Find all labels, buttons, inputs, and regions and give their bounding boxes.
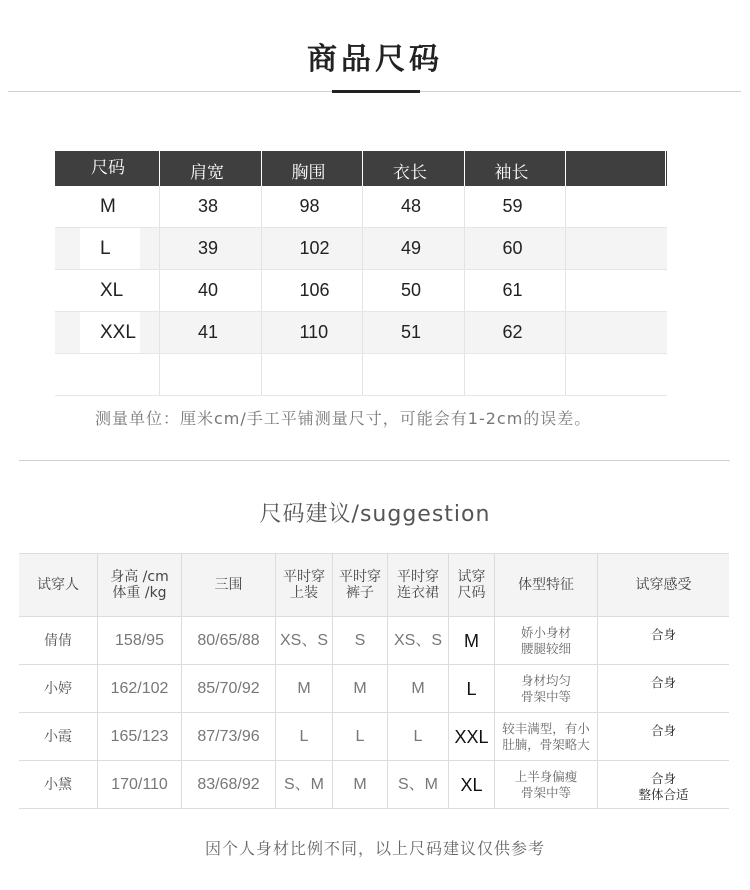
body-type-value: [495, 665, 598, 712]
size-label: [55, 354, 160, 395]
height-weight-value: 170/110: [98, 761, 182, 808]
header-text: 试穿人: [37, 577, 79, 593]
suggestion-title: 尺码建议/suggestion: [259, 502, 491, 527]
header-text: 试穿: [457, 569, 486, 585]
usual-pants-value: M: [333, 665, 388, 712]
header-text: 试穿感受: [635, 577, 692, 593]
body-type-header: [495, 554, 598, 616]
usual-dress-value: M: [388, 665, 449, 712]
fit-feeling-value: [598, 713, 729, 760]
feature-line: 较丰满型，有小: [502, 720, 590, 736]
chest-value: [262, 354, 364, 395]
header-text: 体重 /kg: [112, 585, 167, 601]
feature-line: 肚腩，骨架略大: [502, 736, 590, 752]
try-size-header: [449, 554, 495, 616]
feature-line: 娇小身材: [520, 624, 571, 640]
size-row-xl: [55, 270, 667, 312]
feature-line: 腰腿较细: [520, 640, 571, 656]
shoulder-value: [160, 354, 262, 395]
usual-pants-value: L: [333, 713, 388, 760]
sleeve-header-cell: 袖长: [465, 151, 567, 186]
usual-top-header: [276, 554, 333, 616]
suggestion-row: [19, 713, 729, 761]
usual-dress-value: S、M: [388, 761, 449, 808]
fit-feeling-value: [598, 665, 729, 712]
usual-top-value: L: [276, 713, 333, 760]
height-weight-value: 158/95: [98, 617, 182, 664]
section-divider: [19, 460, 730, 461]
fit-feeling-value: [598, 617, 729, 664]
header-text: 尺码: [457, 585, 486, 601]
feel-line: 整体合适: [638, 787, 689, 802]
shoulder-value: 38: [160, 186, 262, 227]
size-label: L: [55, 228, 160, 269]
size-suggestion-table: [19, 553, 729, 809]
sleeve-value: 60: [465, 228, 567, 269]
height-weight-value: 165/123: [98, 713, 182, 760]
sleeve-value: 61: [465, 270, 567, 311]
feature-line: 骨架中等: [520, 784, 571, 800]
empty-cell: [566, 186, 666, 227]
measurements-value: 85/70/92: [182, 665, 276, 712]
size-chart-table: [55, 151, 667, 396]
sleeve-value: [465, 354, 567, 395]
length-value: 51: [363, 312, 465, 353]
header-text: 平时穿: [283, 569, 325, 585]
tester-name: 小霞: [19, 713, 98, 760]
tester-name: 倩倩: [19, 617, 98, 664]
usual-top-value: XS、S: [276, 617, 333, 664]
size-label: M: [55, 186, 160, 227]
size-header-cell: 尺码: [55, 151, 160, 186]
measurements-value: 87/73/96: [182, 713, 276, 760]
header-text: 体型特征: [518, 577, 574, 593]
sleeve-value: 62: [465, 312, 567, 353]
suggestion-row: [19, 665, 729, 713]
usual-dress-value: XS、S: [388, 617, 449, 664]
header-text: 平时穿: [339, 569, 381, 585]
header-text: 连衣裙: [397, 585, 439, 601]
suggestion-header-row: [19, 554, 729, 617]
tester-name: 小婷: [19, 665, 98, 712]
height-weight-header: [98, 554, 182, 616]
usual-pants-value: M: [333, 761, 388, 808]
usual-top-value: M: [276, 665, 333, 712]
tester-name: 小黛: [19, 761, 98, 808]
empty-cell: [566, 312, 666, 353]
empty-cell: [566, 354, 666, 395]
header-text: 平时穿: [397, 569, 439, 585]
measurement-note: 测量单位：厘米cm/手工平铺测量尺寸，可能会有1-2cm的误差。: [95, 409, 592, 428]
sleeve-value: 59: [465, 186, 567, 227]
measurements-value: 83/68/92: [182, 761, 276, 808]
fit-feeling-value: [598, 761, 729, 808]
feel-line: 合身: [650, 675, 676, 690]
chest-value: 98: [262, 186, 364, 227]
title-accent-bar: [332, 90, 420, 93]
try-size-value: M: [449, 617, 495, 664]
size-row-m: [55, 186, 667, 228]
length-value: 50: [363, 270, 465, 311]
try-size-value: XXL: [449, 713, 495, 760]
header-text: 三围: [214, 577, 243, 593]
body-type-value: [495, 617, 598, 664]
usual-pants-value: S: [333, 617, 388, 664]
size-chart-header-row: [55, 151, 667, 186]
usual-dress-header: [388, 554, 449, 616]
size-row-xxl: [55, 312, 667, 354]
empty-cell: [566, 228, 666, 269]
header-text: 裤子: [346, 585, 374, 601]
try-size-value: L: [449, 665, 495, 712]
size-row-empty: [55, 354, 667, 396]
shoulder-value: 40: [160, 270, 262, 311]
disclaimer-footer: 因个人身材比例不同，以上尺码建议仅供参考: [204, 839, 545, 858]
header-text: 身高 /cm: [110, 569, 169, 585]
try-size-value: XL: [449, 761, 495, 808]
feel-line: 合身: [650, 723, 676, 738]
chest-value: 110: [262, 312, 364, 353]
shoulder-value: 41: [160, 312, 262, 353]
chest-value: 106: [262, 270, 364, 311]
fit-feeling-header: [598, 554, 729, 616]
suggestion-row: [19, 617, 729, 665]
shoulder-header-cell: 肩宽: [160, 151, 262, 186]
feel-line: 合身: [650, 771, 676, 786]
size-row-l: [55, 228, 667, 270]
feature-line: 身材均匀: [520, 672, 571, 688]
feature-line: 骨架中等: [520, 688, 571, 704]
size-label: XL: [55, 270, 160, 311]
chest-value: 102: [262, 228, 364, 269]
empty-header-cell: [566, 151, 666, 186]
height-weight-value: 162/102: [98, 665, 182, 712]
chest-header-cell: 胸围: [262, 151, 364, 186]
empty-cell: [566, 270, 666, 311]
header-text: 上装: [290, 585, 318, 601]
measurements-value: 80/65/88: [182, 617, 276, 664]
tester-header: [19, 554, 98, 616]
length-header-cell: 衣长: [363, 151, 465, 186]
length-value: 49: [363, 228, 465, 269]
suggestion-row: [19, 761, 729, 809]
length-value: 48: [363, 186, 465, 227]
length-value: [363, 354, 465, 395]
usual-pants-header: [333, 554, 388, 616]
body-type-value: [495, 713, 598, 760]
page-title: 商品尺码: [307, 42, 443, 77]
shoulder-value: 39: [160, 228, 262, 269]
usual-dress-value: L: [388, 713, 449, 760]
measurements-header: [182, 554, 276, 616]
usual-top-value: S、M: [276, 761, 333, 808]
feature-line: 上半身偏瘦: [514, 768, 578, 784]
feel-line: 合身: [650, 627, 676, 642]
body-type-value: [495, 761, 598, 808]
size-label: XXL: [55, 312, 160, 353]
